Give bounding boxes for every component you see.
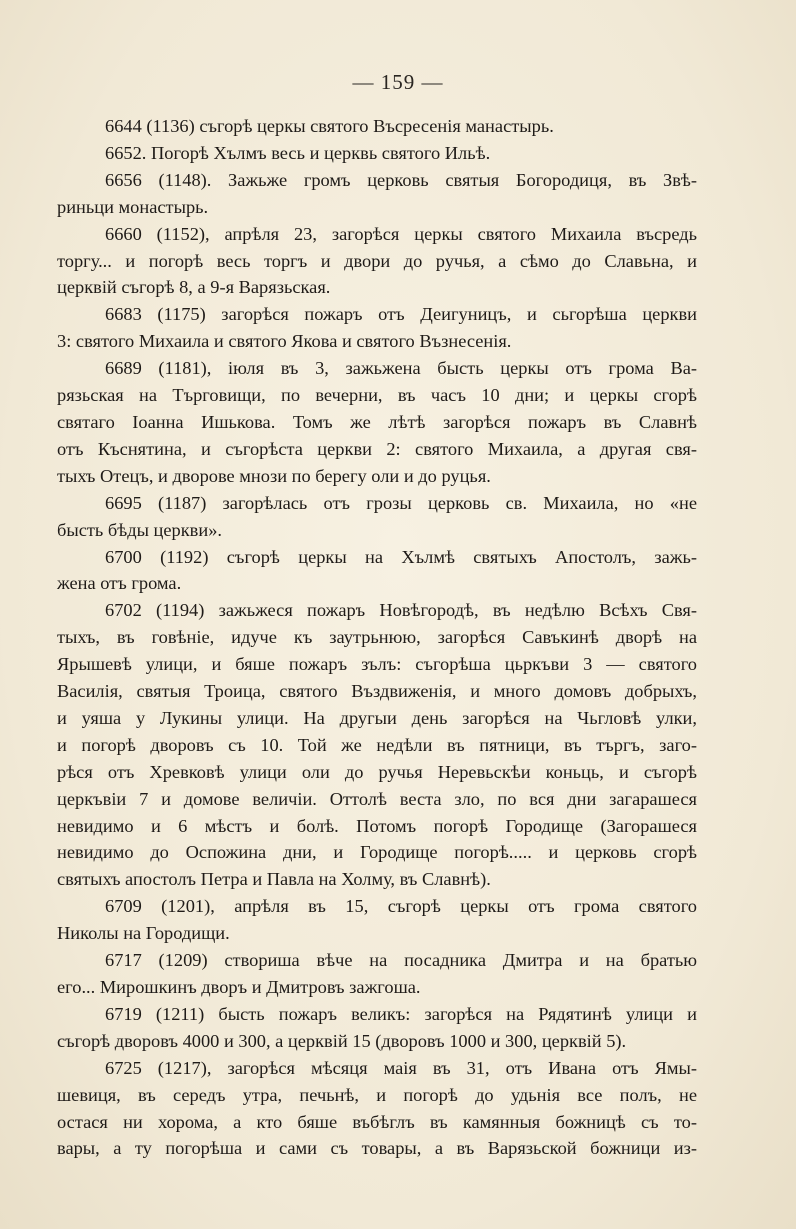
chronicle-entry [57,1055,697,1163]
text-line: шевиця, въ середъ утра, печьнѣ, и погорѣ до удьнія все полъ, не [57,1084,697,1105]
text-line: святаго Іоанна Ишькова. Томъ же лѣтѣ загорѣся пожаръ въ Славнѣ [57,411,697,432]
text-line: Василія, святыя Троица, святого Въздвиженія, и много домовъ добрыхъ, [57,681,697,702]
text-line: торгу... и погорѣ весь торгъ и двори до ручья, а сѣмо до Славьна, и [57,250,697,271]
text-line: 6652. Погорѣ Хълмъ весь и церквь святого Ильѣ. [105,142,491,163]
chronicle-entry [57,167,697,221]
chronicle-entry [57,140,697,167]
text-line: рѣся отъ Хревковѣ улици оли до ручья Неревьскѣи коньць, и съгорѣ [57,761,697,782]
text-line: 6644 (1136) съгорѣ церкы святого Въсресенія манастырь. [105,116,554,136]
text-line: 6725 (1217), загорѣся мѣсяця маія въ 31, отъ Ивана отъ Ямы- [105,1057,697,1078]
text-line: бысть бѣды церкви». [57,519,223,540]
text-line: съгорѣ дворовъ 4000 и 300, а церквій 15 (дворовъ 1000 и 300, церквій 5). [57,1030,627,1051]
text-line: остася ни хорома, а кто бяше въбѣглъ въ камянныя божницѣ съ то- [57,1111,697,1132]
chronicle-entry [57,301,697,355]
text-line: тыхъ, въ говѣніе, идуче къ заутрьнюю, загорѣся Савъкинѣ дворѣ на [57,627,697,648]
text-line: церквій съгорѣ 8, а 9-я Варязьская. [57,277,331,298]
text-line: невидимо и 6 мѣстъ и болѣ. Потомъ погорѣ Городище (Загорашеся [57,815,697,836]
chronicle-text [57,113,697,1162]
page-number: — 159 — [352,70,444,94]
chronicle-entry [57,893,697,947]
text-line: и уяша у Лукины улици. На другыи день загорѣся на Чьгловѣ улки, [57,707,697,728]
text-line: невидимо до Оспожина дни, и Городище погорѣ..... и церковь сгорѣ [57,842,697,863]
text-line: 6717 (1209) створиша вѣче на посадника Дмитра и на братью [105,950,697,971]
chronicle-entry [57,597,697,893]
text-line: отъ Къснятина, и съгорѣста церкви 2: святого Михаила, а другая свя- [57,438,697,459]
text-line: 6660 (1152), апрѣля 23, загорѣся церкы святого Михаила въсредь [105,223,697,244]
text-line: 6683 (1175) загорѣся пожаръ отъ Деигуницъ, и сьгорѣша церкви [105,304,697,325]
text-line: 6702 (1194) зажьжеся пожаръ Новѣгородѣ, въ недѣлю Всѣхъ Свя- [105,600,697,621]
text-line: 6656 (1148). Зажьже громъ церковь святыя Богородиця, въ Звѣ- [105,169,697,190]
text-line: 6695 (1187) загорѣлась отъ грозы церковь св. Михаила, но «не [105,492,697,513]
chronicle-entry [57,947,697,1001]
text-line: тыхъ Отецъ, и дворове мнози по берегу оли и до руцья. [57,465,491,486]
text-line: 6700 (1192) съгорѣ церкы на Хълмѣ святыхъ Апостолъ, зажь- [105,546,697,567]
text-line: церкъвіи 7 и домове величіи. Оттолѣ веста зло, по вся дни загарашеся [57,788,697,809]
text-line: жена отъ грома. [57,573,182,594]
text-line: вары, а ту погорѣша и сами съ товары, а въ Варязьской божници из- [57,1138,697,1159]
chronicle-entry [57,221,697,302]
text-line: его... Мирошкинъ дворъ и Дмитровъ зажгоша. [57,977,421,997]
text-line: рязьская на Търговищи, по вечерни, въ часъ 10 дни; и церкы сгорѣ [57,385,697,406]
text-line: и погорѣ дворовъ съ 10. Той же недѣли въ пятници, въ търгъ, заго- [57,734,697,755]
chronicle-entry [57,490,697,544]
text-line: Ярышевѣ улици, и бяше пожаръ зълъ: съгорѣша цьркъви 3 — святого [57,654,697,675]
text-line: 6719 (1211) бысть пожаръ великъ: загорѣся на Рядятинѣ улици и [105,1003,697,1024]
text-line: Николы на Городищи. [57,923,230,944]
chronicle-entry [57,544,697,598]
chronicle-entry [57,355,697,490]
chronicle-entry [57,1001,697,1055]
text-line: 6689 (1181), іюля въ 3, зажьжена бысть церкы отъ грома Ва- [105,358,697,379]
text-line: риньци монастырь. [57,196,209,217]
text-line: 3: святого Михаила и святого Якова и святого Възнесенія. [57,331,512,352]
chronicle-entry [57,113,697,140]
text-line: святыхъ апостолъ Петра и Павла на Холму, въ Славнѣ). [57,869,491,890]
text-line: 6709 (1201), апрѣля въ 15, съгорѣ церкы отъ грома святого [105,896,697,917]
